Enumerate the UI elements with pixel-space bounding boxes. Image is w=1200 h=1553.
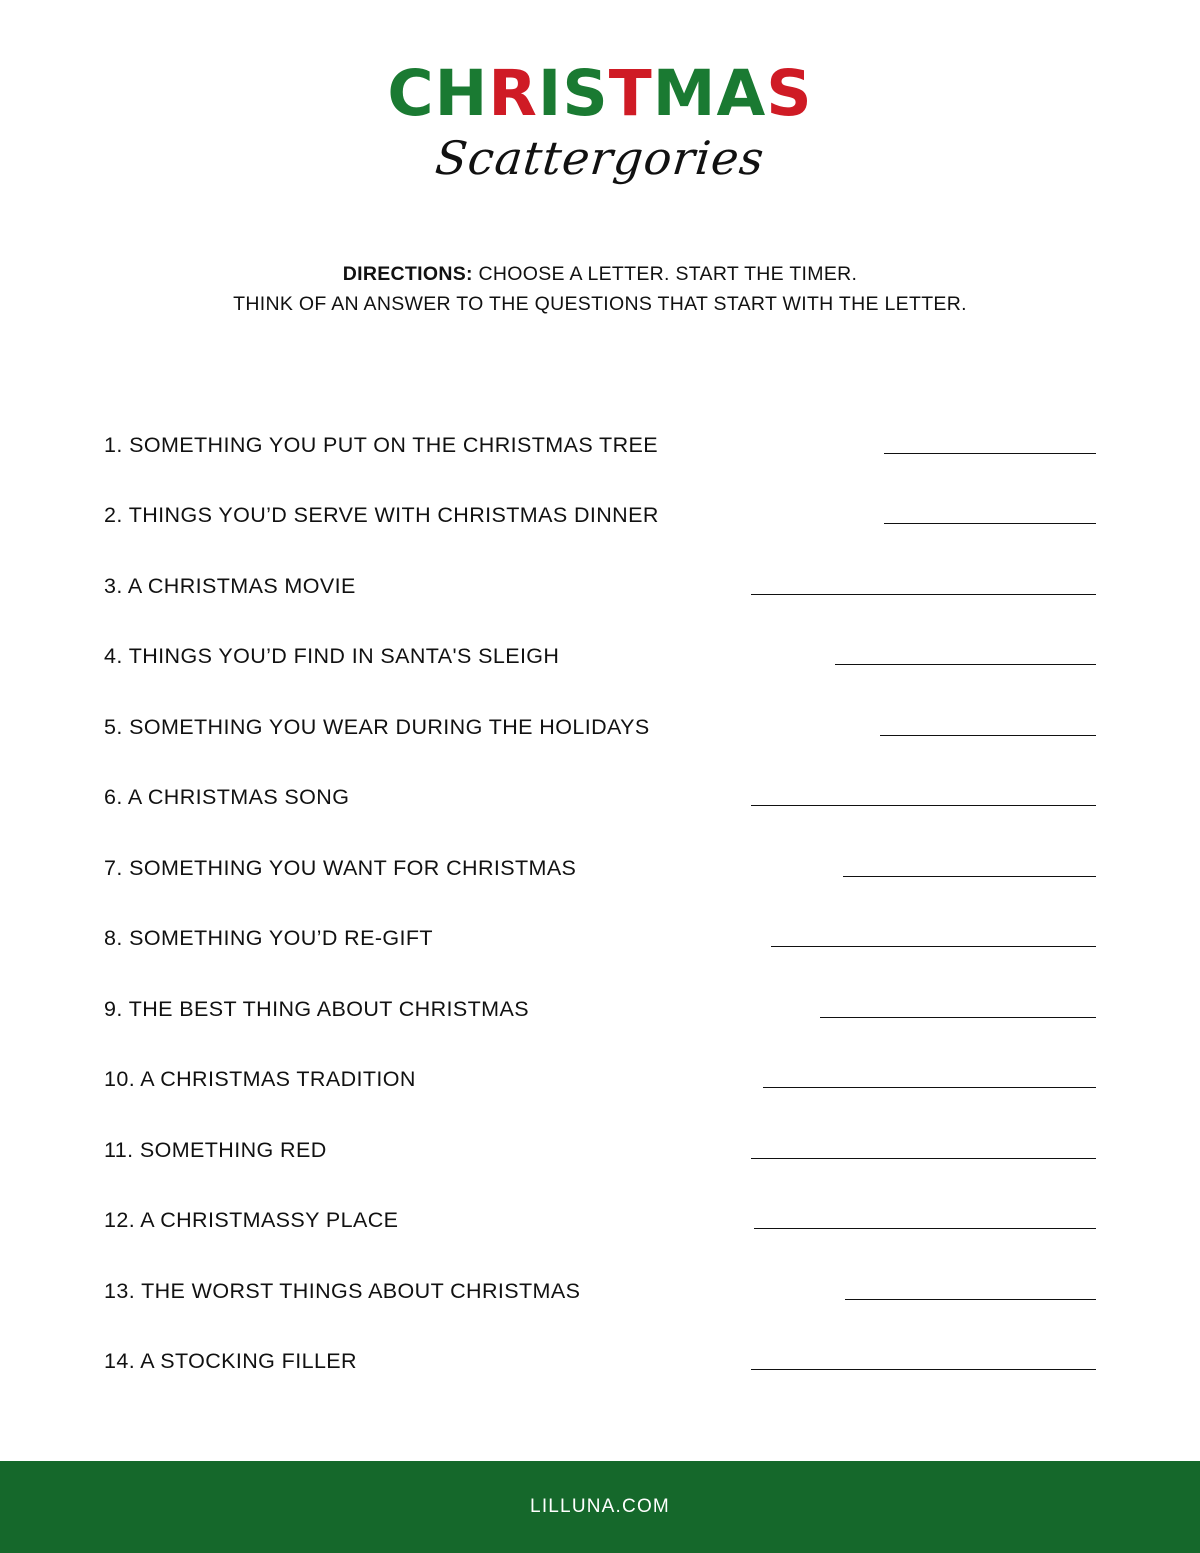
question-text: 5. SOMETHING YOU WEAR DURING THE HOLIDAYS [104,714,650,739]
question-row [104,883,1096,954]
page-title [0,57,1200,130]
directions-label: DIRECTIONS: [342,263,473,285]
question-row [104,1235,1096,1306]
question-row [104,460,1096,531]
answer-blank-input[interactable] [754,1228,1096,1229]
question-row [104,1306,1096,1377]
title-letter-6: T [608,57,653,130]
title-letter-2: H [434,57,489,130]
question-text: 3. A CHRISTMAS MOVIE [104,573,356,598]
answer-blank-input[interactable] [771,946,1096,947]
answer-blank-input[interactable] [835,664,1096,665]
answer-blank-input[interactable] [751,805,1096,806]
question-row [104,1024,1096,1095]
question-row [104,812,1096,883]
title-letter-4: I [537,57,563,130]
answer-blank-input[interactable] [845,1299,1096,1300]
question-row [104,1165,1096,1236]
question-text: 10. A CHRISTMAS TRADITION [104,1067,416,1092]
question-text: 9. THE BEST THING ABOUT CHRISTMAS [104,996,529,1021]
question-text: 6. A CHRISTMAS SONG [104,785,350,810]
question-text: 13. THE WORST THINGS ABOUT CHRISTMAS [104,1278,581,1303]
question-row [104,671,1096,742]
question-row [104,530,1096,601]
footer-bar [0,1461,1200,1553]
title-letter-1: C [387,57,435,130]
question-row [104,389,1096,460]
directions-line-2: THINK OF AN ANSWER TO THE QUESTIONS THAT START WITH THE LETTER. [233,293,967,316]
answer-blank-input[interactable] [880,735,1096,736]
question-text: 7. SOMETHING YOU WANT FOR CHRISTMAS [104,855,577,880]
title-letter-3: R [488,57,538,130]
question-list [0,389,1200,1376]
answer-blank-input[interactable] [751,1369,1096,1370]
answer-blank-input[interactable] [884,453,1096,454]
answer-blank-input[interactable] [820,1017,1097,1018]
title-letter-7: M [652,57,717,130]
question-row [104,1094,1096,1165]
question-text: 12. A CHRISTMASSY PLACE [104,1208,399,1233]
title-letter-8: A [716,57,767,130]
question-text: 8. SOMETHING YOU’D RE-GIFT [104,926,433,951]
page-subtitle: Scattergories [432,131,768,185]
answer-blank-input[interactable] [751,594,1096,595]
question-text: 2. THINGS YOU’D SERVE WITH CHRISTMAS DINNER [104,503,659,528]
title-letter-5: S [562,57,609,130]
question-text: 11. SOMETHING RED [104,1137,327,1162]
answer-blank-input[interactable] [763,1087,1096,1088]
title-block [0,57,1200,185]
question-row [104,601,1096,672]
answer-blank-input[interactable] [751,1158,1096,1159]
answer-blank-input[interactable] [843,876,1096,877]
directions-line-1-text: CHOOSE A LETTER. START THE TIMER. [472,263,858,285]
footer-site-label: LILLUNA.COM [530,1496,670,1517]
question-text: 14. A STOCKING FILLER [104,1349,357,1374]
answer-blank-input[interactable] [884,523,1096,524]
question-text: 1. SOMETHING YOU PUT ON THE CHRISTMAS TREE [104,432,658,457]
directions-block [0,259,1200,319]
question-row [104,742,1096,813]
question-row [104,953,1096,1024]
question-text: 4. THINGS YOU’D FIND IN SANTA'S SLEIGH [104,644,560,669]
title-letter-9: S [766,57,813,130]
directions-line-1 [0,259,1200,289]
